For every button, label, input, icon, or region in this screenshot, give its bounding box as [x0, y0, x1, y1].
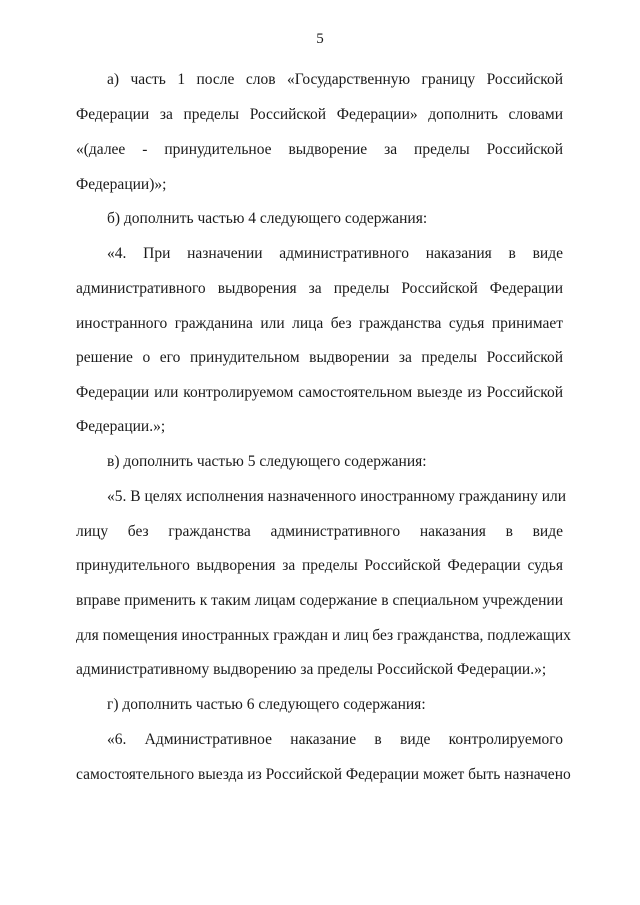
part-5-line-6: административному выдворению за пределы Российской Федерации.»; [76, 661, 547, 678]
part-5-line-1: «5. В целях исполнения назначенного иностранному гражданину или [107, 488, 567, 505]
part-4-line-3: иностранного гражданина или лица без гражданства судья принимает [76, 315, 563, 332]
part-4-line-5: Федерации или контролируемом самостоятельном выезде из Российской [76, 384, 563, 401]
part-4-line-1: «4. При назначении административного наказания в виде [107, 245, 563, 262]
paragraph-a-line-2: Федерации за пределы Российской Федерации» дополнить словами [76, 106, 563, 123]
part-4-line-2: административного выдворения за пределы Российской Федерации [76, 280, 563, 297]
part-5-line-4: вправе применить к таким лицам содержание в специальном учреждении [76, 592, 563, 609]
part-5-line-2: лицу без гражданства административного наказания в виде [76, 523, 563, 540]
paragraph-a-line-4: Федерации)»; [76, 176, 167, 193]
part-5-line-5: для помещения иностранных граждан и лиц без гражданства, подлежащих [76, 627, 571, 644]
part-6-line-1: «6. Административное наказание в виде контролируемого [107, 731, 563, 748]
paragraph-g: г) дополнить частью 6 следующего содержания: [107, 696, 426, 713]
paragraph-b: б) дополнить частью 4 следующего содержания: [107, 210, 428, 227]
part-6-line-2: самостоятельного выезда из Российской Федерации может быть назначено [76, 766, 571, 783]
part-5-line-3: принудительного выдворения за пределы Российской Федерации судья [76, 557, 563, 574]
paragraph-v: в) дополнить частью 5 следующего содержания: [107, 453, 427, 470]
part-4-line-4: решение о его принудительном выдворении за пределы Российской [76, 349, 563, 366]
part-4-line-6: Федерации.»; [76, 418, 166, 435]
paragraph-a-line-1: а) часть 1 после слов «Государственную границу Российской [107, 71, 563, 88]
paragraph-a-line-3: «(далее - принудительное выдворение за пределы Российской [76, 141, 563, 158]
page-number: 5 [316, 31, 324, 47]
